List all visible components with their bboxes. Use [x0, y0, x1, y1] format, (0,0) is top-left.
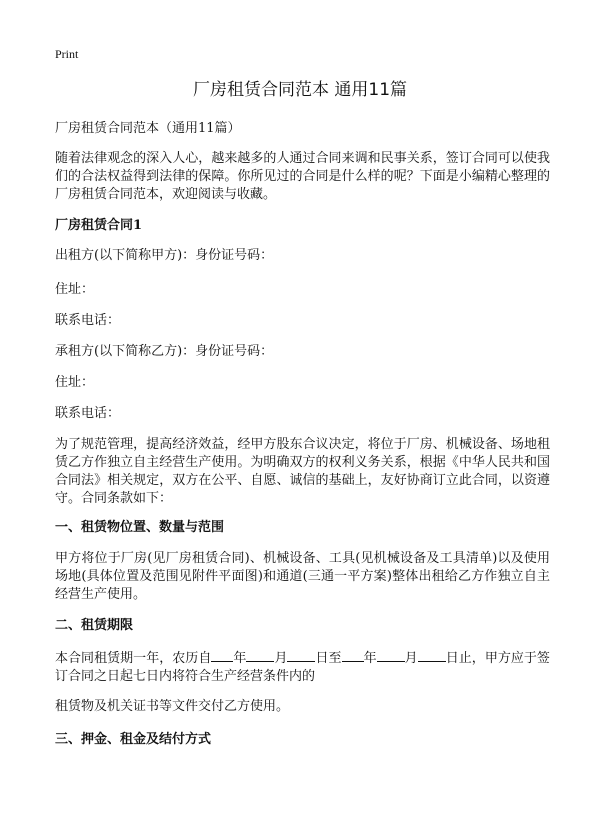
section1-heading: 一、租赁物位置、数量与范围	[55, 520, 225, 535]
section3-heading: 三、押金、租金及结付方式	[55, 732, 212, 747]
blank-line	[418, 649, 446, 662]
section2-text-part: 年	[363, 651, 377, 666]
blank-line	[246, 649, 274, 662]
section2-heading: 二、租赁期限	[55, 618, 134, 633]
print-label: Print	[55, 47, 79, 61]
lessor-line: 出租方(以下简称甲方)：身份证号码：	[55, 248, 274, 263]
lessor-address-line: 住址：	[55, 282, 95, 297]
blank-line	[211, 649, 233, 662]
blank-line	[287, 649, 315, 662]
section2-text-part: 日止，甲方应于签订合同之日起七日内将符合生产经营条件内的	[55, 651, 550, 684]
document-title: 厂房租赁合同范本 通用11篇	[192, 80, 408, 100]
blank-line	[377, 649, 405, 662]
blank-line	[342, 649, 364, 662]
lessee-phone-line: 联系电话：	[55, 406, 121, 421]
section2-text-part: 本合同租赁期一年，农历自	[55, 651, 212, 666]
document-subtitle: 厂房租赁合同范本（通用11篇）	[55, 121, 241, 136]
preamble-paragraph: 为了规范管理，提高经济效益，经甲方股东合议决定，将位于厂房、机械设备、场地租赁乙方作独立自主经营生产使用。为明确双方的权利义务关系，根据《中华人民共和国合同法》相关规定，双方在公平、自愿、诚信的基础上，友好协商订立此合同，以资遵守。合同条款如下：	[55, 437, 550, 506]
lessee-line: 承租方(以下简称乙方)：身份证号码：	[55, 344, 274, 359]
lessee-address-line: 住址：	[55, 375, 95, 390]
section2-paragraph	[55, 649, 550, 686]
section2-paragraph-continued: 租赁物及机关证书等文件交付乙方使用。	[55, 699, 290, 714]
intro-paragraph: 随着法律观念的深入人心，越来越多的人通过合同来调和民事关系，签订合同可以使我们的合法权益得到法律的保障。你所见过的合同是什么样的呢？下面是小编精心整理的厂房租赁合同范本，欢迎阅读与收藏。	[55, 151, 550, 202]
section2-text-part: 月	[404, 651, 418, 666]
section1-paragraph: 甲方将位于厂房(见厂房租赁合同)、机械设备、工具(见机械设备及工具清单)以及使用场地(具体位置及范围见附件平面图)和通道(三通一平方案)整体出租给乙方作独立自主经营生产使用。	[55, 551, 550, 602]
section2-text-part: 日至	[315, 651, 342, 666]
section2-text-part: 年	[233, 651, 247, 666]
lessor-phone-line: 联系电话：	[55, 313, 121, 328]
section2-text-part: 月	[274, 651, 288, 666]
contract-heading: 厂房租赁合同1	[55, 218, 143, 233]
